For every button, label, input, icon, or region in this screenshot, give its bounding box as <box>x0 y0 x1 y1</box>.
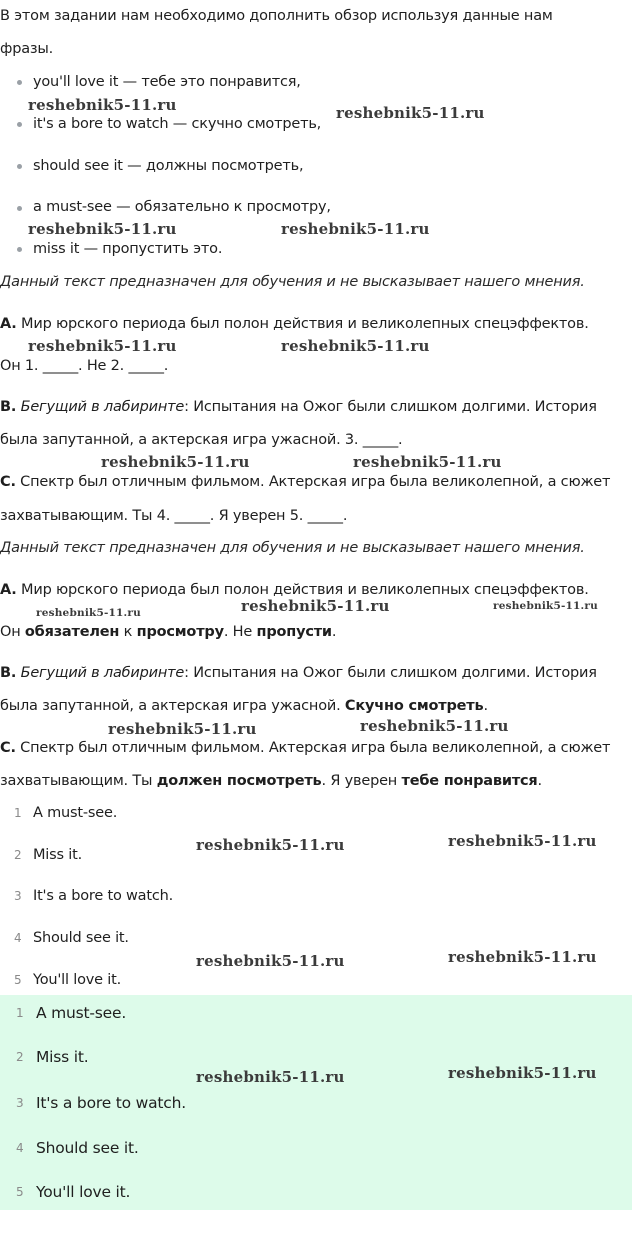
text-part: Он <box>0 624 25 640</box>
bullet-icon <box>17 206 22 211</box>
task-a-line-1 <box>0 314 589 334</box>
answer-b-label: B. <box>0 665 17 681</box>
answer-number: 5 <box>16 1185 24 1199</box>
answer-c-text: Спектр был отличным фильмом. Актерская игра была великолепной, а сюжет <box>20 740 611 756</box>
text-part: к <box>119 624 137 640</box>
watermark: reshebnik5-11.ru <box>353 453 502 471</box>
watermark: reshebnik5-11.ru <box>448 832 597 850</box>
task-c-line-1 <box>0 472 610 492</box>
bullet-icon <box>17 164 22 169</box>
answer-number: 1 <box>16 1006 24 1020</box>
answer-item: Should see it. <box>36 1139 139 1157</box>
disclaimer: Данный текст предназначен для обучения и не высказывает нашего мнения. <box>0 540 585 556</box>
task-b-label: B. <box>0 399 17 415</box>
phrase-item: a must-see — обязательно к просмотру, <box>33 199 331 215</box>
watermark: reshebnik5-11.ru <box>360 717 509 735</box>
answer-number: 2 <box>16 1050 24 1064</box>
task-c-text: Спектр был отличным фильмом. Актерская игра была великолепной, а сюжет <box>20 474 611 490</box>
answer-item: You'll love it. <box>36 1183 131 1201</box>
task-c-label: C. <box>0 474 16 490</box>
answer-item: You'll love it. <box>33 972 121 988</box>
text-part: . <box>483 698 488 714</box>
answer-number: 4 <box>16 1141 24 1155</box>
watermark: reshebnik5-11.ru <box>108 720 257 738</box>
watermark: reshebnik5-11.ru <box>101 453 250 471</box>
answer-number: 3 <box>16 1096 24 1110</box>
disclaimer: Данный текст предназначен для обучения и не высказывает нашего мнения. <box>0 274 585 290</box>
task-b-line-1 <box>0 397 597 417</box>
watermark: reshebnik5-11.ru <box>196 952 345 970</box>
watermark: reshebnik5-11.ru <box>28 220 177 238</box>
answer-item: Miss it. <box>33 847 82 863</box>
answer-item: Should see it. <box>33 930 129 946</box>
answer-number: 1 <box>14 806 22 820</box>
answer-number: 5 <box>14 973 22 987</box>
answer-b-line-2 <box>0 696 488 716</box>
watermark: reshebnik5-11.ru <box>336 104 485 122</box>
text-part: . Не <box>223 624 257 640</box>
answer-b-title: Бегущий в лабиринте <box>20 665 185 681</box>
answer-item: A must-see. <box>33 805 118 821</box>
watermark: reshebnik5-11.ru <box>28 96 177 114</box>
phrase-item: should see it — должны посмотреть, <box>33 158 304 174</box>
bullet-icon <box>17 80 22 85</box>
text-part: . <box>537 773 542 789</box>
text-part: захватывающим. Ты <box>0 773 157 789</box>
task-b-text: : Испытания на Ожог были слишком долгими. История <box>184 399 597 415</box>
intro-line-1: В этом задании нам необходимо дополнить обзор используя данные нам <box>0 8 553 24</box>
filled-word: пропусти <box>256 624 332 640</box>
answer-a-label: A. <box>0 582 17 598</box>
answer-number: 4 <box>14 931 22 945</box>
watermark: reshebnik5-11.ru <box>493 600 598 612</box>
answer-number: 2 <box>14 848 22 862</box>
filled-word: просмотру <box>136 624 224 640</box>
watermark: reshebnik5-11.ru <box>448 1064 597 1082</box>
task-a-text: Мир юрского периода был полон действия и великолепных спецэффектов. <box>21 316 589 332</box>
text-part: . Я уверен <box>321 773 402 789</box>
phrase-item: you'll love it — тебе это понравится, <box>33 74 301 90</box>
answer-item: A must-see. <box>36 1004 127 1022</box>
task-a-line-2: Он 1. _____. Не 2. _____. <box>0 358 169 374</box>
answer-item: It's a bore to watch. <box>33 888 174 904</box>
phrase-item: miss it — пропустить это. <box>33 241 223 257</box>
bullet-icon <box>17 122 22 127</box>
answer-c-label: C. <box>0 740 16 756</box>
intro-line-2: фразы. <box>0 41 54 57</box>
watermark: reshebnik5-11.ru <box>196 1068 345 1086</box>
filled-word: должен посмотреть <box>156 773 322 789</box>
phrase-item: it's a bore to watch — скучно смотреть, <box>33 116 322 132</box>
watermark: reshebnik5-11.ru <box>281 337 430 355</box>
watermark: reshebnik5-11.ru <box>241 597 390 615</box>
answer-item: Miss it. <box>36 1048 89 1066</box>
filled-word: тебе понравится <box>401 773 538 789</box>
task-b-line-2: была запутанной, а актерская игра ужасной. 3. _____. <box>0 432 403 448</box>
answer-item: It's a bore to watch. <box>36 1094 186 1112</box>
watermark: reshebnik5-11.ru <box>448 948 597 966</box>
answer-a-line-2 <box>0 622 336 642</box>
watermark: reshebnik5-11.ru <box>281 220 430 238</box>
text-part: была запутанной, а актерская игра ужасной. <box>0 698 345 714</box>
highlighted-answers <box>0 995 632 1210</box>
answer-c-line-1 <box>0 738 610 758</box>
filled-word: Скучно смотреть <box>344 698 484 714</box>
filled-word: обязателен <box>24 624 120 640</box>
answer-a-text: Мир юрского периода был полон действия и великолепных спецэффектов. <box>21 582 589 598</box>
task-b-title: Бегущий в лабиринте <box>20 399 185 415</box>
answer-b-line-1 <box>0 663 597 683</box>
bullet-icon <box>17 247 22 252</box>
task-a-label: A. <box>0 316 17 332</box>
answer-c-line-2 <box>0 771 542 791</box>
watermark: reshebnik5-11.ru <box>28 337 177 355</box>
watermark: reshebnik5-11.ru <box>196 836 345 854</box>
text-part: . <box>331 624 337 640</box>
answer-b-text: : Испытания на Ожог были слишком долгими. История <box>184 665 597 681</box>
task-c-line-2: захватывающим. Ты 4. _____. Я уверен 5. _____. <box>0 508 348 524</box>
watermark: reshebnik5-11.ru <box>36 607 141 619</box>
answer-number: 3 <box>14 889 22 903</box>
